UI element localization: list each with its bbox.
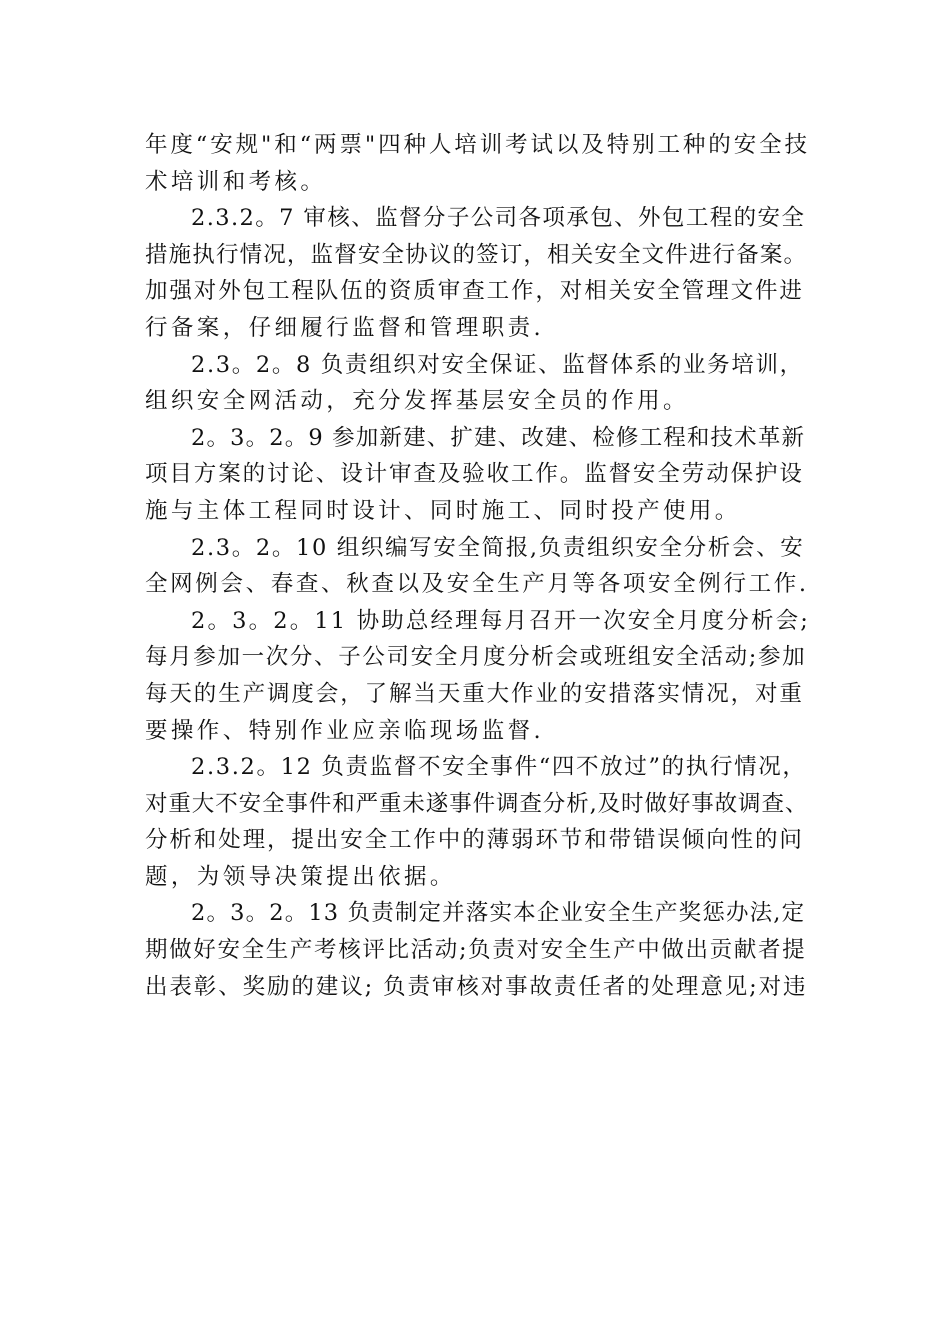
text-line: 施与主体工程同时设计、同时施工、同时投产使用。 xyxy=(145,497,741,524)
paragraph-start-line: 2。3。2。11 协助总经理每月召开一次安全月度分析会; xyxy=(191,607,811,634)
text-line: 题，为领导决策提出依据。 xyxy=(145,863,456,890)
text-line: 术培训和考核。 xyxy=(145,168,327,195)
text-line: 行备案，仔细履行监督和管理职责. xyxy=(145,314,545,341)
text-line: 年度“安规"和“两票"四种人培训考试以及特别工种的安全技 xyxy=(145,132,810,158)
paragraph-start-line: 2。3。2。13 负责制定并落实本企业安全生产奖惩办法,定 xyxy=(191,900,806,927)
paragraph-start-line: 2。3。2。9 参加新建、扩建、改建、检修工程和技术革新 xyxy=(191,424,806,451)
text-line: 加强对外包工程队伍的资质审查工作，对相关安全管理文件进 xyxy=(145,278,804,305)
text-line: 要操作、特别作业应亲临现场监督. xyxy=(145,717,545,744)
text-line: 出表彰、奖励的建议; 负责审核对事故责任者的处理意见;对违 xyxy=(145,973,808,1000)
text-line: 组织安全网活动，充分发挥基层安全员的作用。 xyxy=(145,388,689,415)
text-line: 全网例会、春查、秋查以及安全生产月等各项安全例行工作. xyxy=(145,571,809,598)
text-line: 每月参加一次分、子公司安全月度分析会或班组安全活动;参加 xyxy=(145,644,807,671)
text-line: 每天的生产调度会，了解当天重大作业的安措落实情况，对重 xyxy=(145,680,804,707)
paragraph-start-line: 2.3。2。10 组织编写安全简报,负责组织安全分析会、安 xyxy=(191,534,805,561)
paragraph-start-line: 2.3.2。7 审核、监督分子公司各项承包、外包工程的安全 xyxy=(191,205,806,232)
paragraph-start-line: 2.3.2。12 负责监督不安全事件“四不放过”的执行情况， xyxy=(191,754,807,781)
text-line: 期做好安全生产考核评比活动;负责对安全生产中做出贡献者提 xyxy=(145,937,807,964)
text-line: 对重大不安全事件和严重未遂事件调查分析,及时做好事故调查、 xyxy=(145,790,809,817)
paragraph-start-line: 2.3。2。8 负责组织对安全保证、监督体系的业务培训， xyxy=(191,351,804,378)
text-line: 措施执行情况，监督安全协议的签订，相关安全文件进行备案。 xyxy=(145,241,808,268)
document-body xyxy=(145,127,810,1005)
text-line: 分析和处理，提出安全工作中的薄弱环节和带错误倾向性的问 xyxy=(145,827,804,854)
text-line: 项目方案的讨论、设计审查及验收工作。监督安全劳动保护设 xyxy=(145,461,804,488)
